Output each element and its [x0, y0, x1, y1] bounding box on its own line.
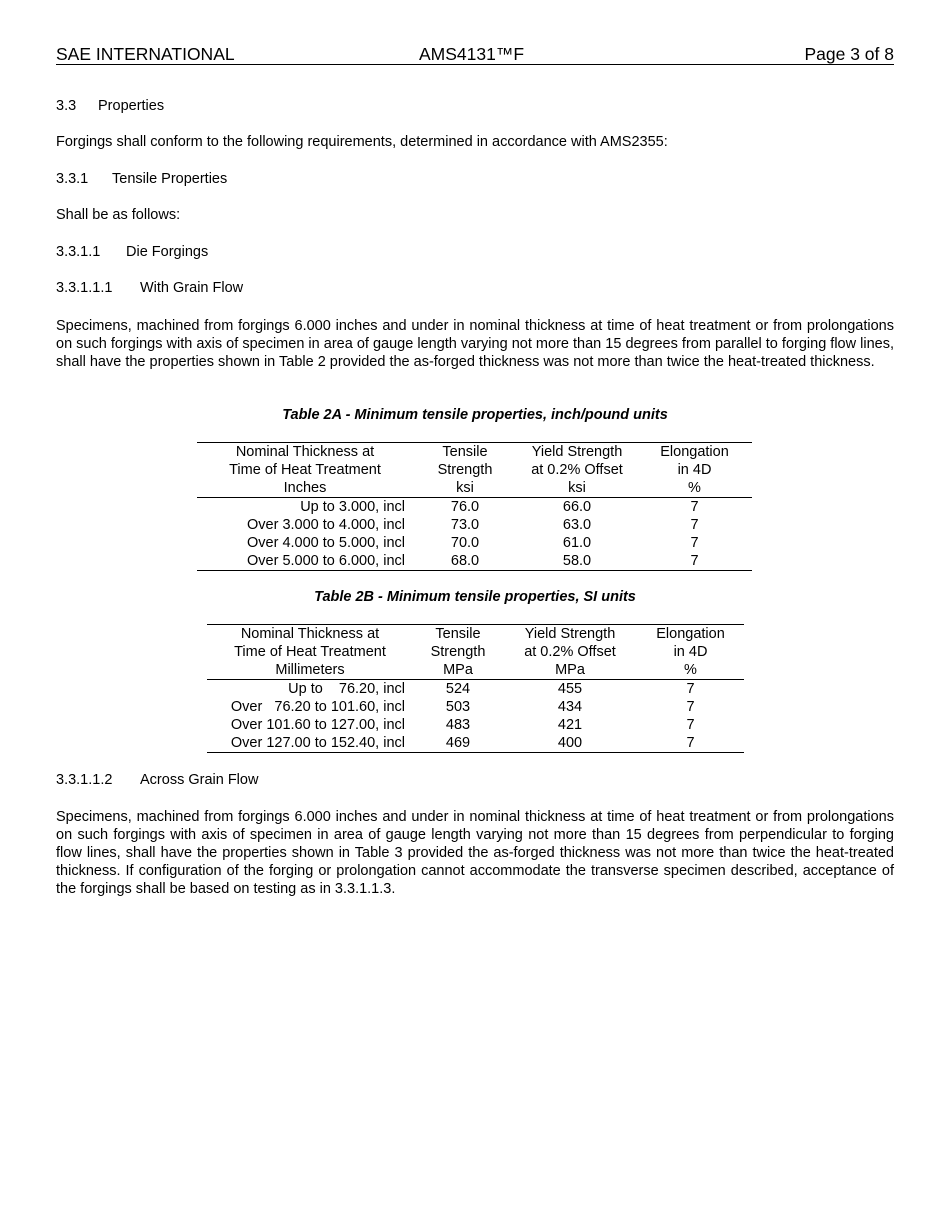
elongation-cell: 7	[686, 717, 695, 733]
section-number: 3.3	[56, 98, 77, 114]
table-row	[207, 698, 744, 716]
header-cell: Yield Strength	[517, 443, 637, 462]
header-cell: MPa	[413, 661, 503, 680]
table-2b	[207, 624, 744, 753]
section-3-3-1-1-2-heading	[56, 772, 258, 788]
section-number: 3.3.1.1.2	[56, 772, 113, 788]
header-cell: Tensile	[413, 625, 503, 644]
grain-flow-paragraph: Specimens, machined from forgings 6.000 inches and under in nominal thickness at time of heat treatment or from prolongations on such forgings with axis of specimen in area of gauge length varying not more than 15 degrees from parallel to forging flow lines, shall have the properties shown in Table 2 provided the as-forged thickness was not more than twice the heat-treated thickness.	[56, 318, 894, 370]
shall-be-text: Shall be as follows:	[56, 207, 181, 223]
yield-cell: 61.0	[562, 535, 592, 551]
table-2b-caption: Table 2B - Minimum tensile properties, SI units	[314, 589, 636, 605]
tensile-cell: 524	[445, 681, 471, 697]
table-header-row	[207, 661, 744, 680]
section-title: Die Forgings	[126, 244, 209, 260]
table-row	[207, 716, 744, 734]
header-cell: Elongation	[637, 625, 744, 644]
section-3-3-1-1-1-heading	[56, 280, 243, 296]
section-title: Properties	[98, 98, 165, 114]
header-cell: Strength	[437, 462, 493, 478]
section-number: 3.3.1.1	[56, 244, 101, 260]
header-cell: in 4D	[677, 462, 712, 478]
table-row	[197, 498, 752, 517]
section-3-3-heading	[56, 98, 164, 114]
header-cell: Time of Heat Treatment	[234, 644, 386, 660]
header-cell: Nominal Thickness at	[207, 625, 413, 644]
yield-cell: 63.0	[562, 517, 592, 533]
header-cell: Nominal Thickness at	[197, 443, 413, 462]
elongation-cell: 7	[637, 552, 752, 571]
header-cell: Millimeters	[207, 661, 413, 680]
table-header-row	[197, 479, 752, 498]
thickness-cell: Up to 76.20, incl	[288, 681, 405, 697]
thickness-cell: Over 3.000 to 4.000, incl	[247, 517, 405, 533]
header-cell: Tensile	[413, 443, 517, 462]
header-cell: %	[637, 479, 752, 498]
elongation-cell: 7	[686, 681, 695, 697]
tensile-cell: 76.0	[450, 499, 480, 515]
across-grain-paragraph: Specimens, machined from forgings 6.000 inches and under in nominal thickness at time of heat treatment or from prolongations on such forgings with axis of specimen in area of gauge length varying not more than 15 degrees from perpendicular to forging flow lines, shall have the properties shown in Table 3 provided the as-forged thickness was not more than twice the heat-treated thickness. If configuration of the forging or prolongation cannot accommodate the transverse specimen described, acceptance of the forgings shall be based on testing as in 3.3.1.1.3.	[56, 809, 894, 897]
yield-cell: 58.0	[517, 552, 637, 571]
yield-cell: 455	[557, 681, 583, 697]
elongation-cell: 7	[637, 734, 744, 753]
tensile-cell: 70.0	[450, 535, 480, 551]
header-document-number: AMS4131™F	[419, 44, 525, 64]
header-cell: Time of Heat Treatment	[229, 462, 381, 478]
table-row	[197, 516, 752, 534]
elongation-cell: 7	[690, 499, 699, 515]
header-cell: Inches	[197, 479, 413, 498]
yield-cell: 66.0	[562, 499, 592, 515]
table-2a-caption: Table 2A - Minimum tensile properties, inch/pound units	[282, 407, 668, 423]
tensile-cell: 68.0	[413, 552, 517, 571]
section-number: 3.3.1.1.1	[56, 280, 113, 296]
table-row	[197, 534, 752, 552]
thickness-cell: Up to 3.000, incl	[300, 499, 405, 515]
intro-text: Forgings shall conform to the following requirements, determined in accordance with AMS2355:	[56, 134, 668, 150]
header-cell: ksi	[517, 479, 637, 498]
header-cell: Elongation	[637, 443, 752, 462]
header-cell: at 0.2% Offset	[531, 462, 623, 478]
header-cell: at 0.2% Offset	[524, 644, 616, 660]
table-header-row	[207, 643, 744, 661]
thickness-cell: Over 5.000 to 6.000, incl	[197, 552, 413, 571]
section-3-3-1-1-heading	[56, 244, 208, 260]
table-row	[207, 734, 744, 753]
thickness-cell: Over 76.20 to 101.60, incl	[230, 699, 405, 715]
tensile-cell: 483	[445, 717, 471, 733]
header-cell: in 4D	[673, 644, 708, 660]
thickness-cell: Over 101.60 to 127.00, incl	[230, 717, 405, 733]
section-3-3-1-heading	[56, 171, 227, 187]
header-cell: Strength	[430, 644, 486, 660]
header-cell: Yield Strength	[503, 625, 637, 644]
tensile-cell: 503	[445, 699, 471, 715]
thickness-cell: Over 4.000 to 5.000, incl	[247, 535, 405, 551]
tensile-cell: 469	[413, 734, 503, 753]
elongation-cell: 7	[686, 699, 695, 715]
section-number: 3.3.1	[56, 171, 89, 187]
table-2a	[197, 442, 752, 571]
yield-cell: 400	[503, 734, 637, 753]
page-header	[56, 44, 894, 65]
table-row	[197, 552, 752, 571]
elongation-cell: 7	[690, 535, 699, 551]
table-header-row	[197, 461, 752, 479]
header-organization: SAE INTERNATIONAL	[56, 44, 235, 64]
header-cell: ksi	[413, 479, 517, 498]
table-header-row	[207, 625, 744, 644]
yield-cell: 434	[557, 699, 583, 715]
section-title: With Grain Flow	[140, 280, 244, 296]
header-page-number: Page 3 of 8	[804, 44, 894, 64]
header-cell: MPa	[503, 661, 637, 680]
section-title: Tensile Properties	[112, 171, 228, 187]
tensile-cell: 73.0	[450, 517, 480, 533]
table-row	[207, 680, 744, 699]
header-cell: %	[637, 661, 744, 680]
table-header-row	[197, 443, 752, 462]
section-title: Across Grain Flow	[140, 772, 259, 788]
yield-cell: 421	[557, 717, 583, 733]
thickness-cell: Over 127.00 to 152.40, incl	[207, 734, 413, 753]
elongation-cell: 7	[690, 517, 699, 533]
